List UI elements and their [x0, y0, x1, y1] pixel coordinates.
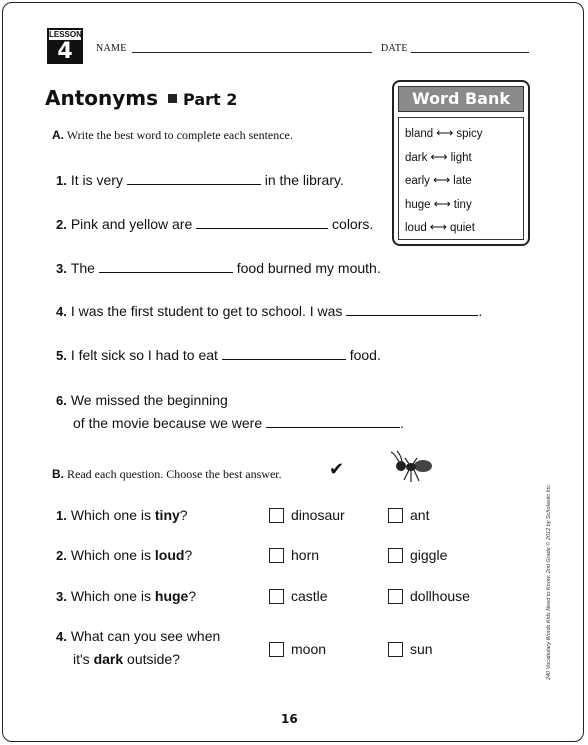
checkbox[interactable] [269, 642, 284, 657]
name-label: NAME [96, 43, 127, 54]
checkbox[interactable] [388, 642, 403, 657]
double-arrow-icon: ⟷ [436, 126, 454, 140]
answer-blank[interactable] [196, 217, 328, 229]
section-a-instruction [52, 128, 293, 143]
word-right: quiet [449, 222, 475, 235]
question-number: 1. [56, 508, 67, 523]
word-pair [405, 169, 517, 193]
title-part: Part 2 [183, 90, 238, 109]
copyright-credit: 240 Vocabulary Words Kids Need to Know: 2nd Grade © 2012 by Scholastic Inc. [546, 483, 552, 680]
question-text: it's [73, 651, 94, 667]
date-label: DATE [381, 43, 408, 54]
question-text: of the movie because we were [73, 415, 263, 431]
word-right: late [453, 175, 472, 188]
question-text: We missed the beginning [70, 392, 228, 408]
section-b-text: Read each question. Choose the best answer. [67, 467, 282, 481]
question-b2 [56, 547, 192, 563]
checkbox[interactable] [388, 548, 403, 563]
word-bank-list [398, 117, 524, 240]
option-b1-a[interactable] [269, 507, 345, 523]
option-b2-b[interactable] [388, 547, 447, 563]
question-text-end: ? [188, 588, 197, 604]
answer-blank[interactable] [127, 173, 261, 185]
checkbox[interactable] [269, 548, 284, 563]
question-b4-line2 [73, 651, 180, 667]
question-text-end: colors. [332, 216, 374, 232]
ant-icon [387, 450, 435, 486]
word-left: dark [405, 151, 428, 164]
checkbox[interactable] [388, 589, 403, 604]
checkbox[interactable] [269, 508, 284, 523]
question-text-end: food burned my mouth. [236, 260, 381, 276]
page-title [45, 86, 237, 110]
option-b1-b[interactable] [388, 507, 429, 523]
option-label: castle [291, 588, 328, 604]
question-text-end: ? [184, 547, 193, 563]
option-label: moon [291, 641, 327, 657]
question-a1 [56, 172, 344, 188]
option-b3-b[interactable] [388, 588, 470, 604]
option-b4-a[interactable] [269, 641, 326, 657]
question-b4 [56, 628, 220, 644]
checkbox[interactable] [269, 589, 284, 604]
square-bullet-icon [168, 94, 177, 103]
lesson-number: 4 [57, 39, 73, 64]
word-right: tiny [453, 198, 472, 211]
word-left: early [405, 175, 430, 188]
option-label: dollhouse [410, 588, 470, 604]
option-label: dinosaur [291, 507, 345, 523]
name-field[interactable] [132, 52, 372, 53]
question-number: 4. [56, 304, 67, 319]
lesson-badge [47, 28, 83, 64]
answer-blank[interactable] [266, 416, 400, 428]
question-a6-line2 [73, 415, 404, 431]
section-b-instruction [52, 467, 282, 482]
question-text-end: . [478, 303, 483, 319]
question-number: 3. [56, 589, 67, 604]
section-a-text: Write the best word to complete each sentence. [66, 128, 293, 142]
question-b1 [56, 507, 188, 523]
question-text: I felt sick so I had to eat [70, 347, 218, 363]
word-pair [405, 122, 517, 146]
question-a5 [56, 347, 381, 363]
section-b-letter: B. [52, 467, 64, 481]
option-b4-b[interactable] [388, 641, 433, 657]
question-keyword: huge [154, 588, 189, 604]
option-b2-a[interactable] [269, 547, 319, 563]
date-field[interactable] [411, 52, 529, 53]
word-left: loud [405, 222, 427, 235]
question-number: 5. [56, 348, 67, 363]
option-label: giggle [410, 547, 448, 563]
question-a6 [56, 392, 228, 408]
word-left: huge [405, 198, 431, 211]
checkmark-icon: ✔ [329, 459, 345, 479]
word-bank-title: Word Bank [398, 86, 524, 112]
question-text: I was the first student to get to school. I was [70, 303, 343, 319]
question-a4 [56, 303, 482, 319]
double-arrow-icon: ⟷ [432, 173, 451, 188]
question-keyword: tiny [154, 507, 180, 523]
option-label: sun [410, 641, 433, 657]
question-number: 6. [56, 393, 67, 408]
lesson-label: LESSON [49, 30, 82, 39]
page-number: 16 [281, 712, 298, 726]
question-text: Which one is [70, 547, 155, 563]
answer-blank[interactable] [346, 304, 478, 316]
question-number: 2. [56, 217, 67, 232]
word-pair [405, 193, 517, 217]
word-pair [405, 216, 517, 240]
option-label: ant [410, 507, 430, 523]
double-arrow-icon: ⟷ [430, 149, 448, 164]
word-right: spicy [456, 128, 483, 140]
question-text-end: . [400, 415, 404, 431]
question-text: Which one is [70, 507, 155, 523]
double-arrow-icon: ⟷ [429, 220, 447, 235]
question-text-end: outside? [123, 651, 180, 667]
question-text-end: in the library. [264, 172, 344, 188]
question-text: Which one is [70, 588, 155, 604]
question-text-end: ? [179, 507, 188, 523]
option-label: horn [291, 547, 320, 563]
question-number: 3. [56, 261, 67, 276]
title-main: Antonyms [45, 86, 159, 110]
question-text-end: food. [349, 347, 381, 363]
answer-blank[interactable] [222, 348, 346, 360]
question-text: What can you see when [70, 628, 221, 644]
question-a2 [56, 216, 373, 232]
option-b3-a[interactable] [269, 588, 328, 604]
question-a3 [56, 260, 381, 276]
question-text: Pink and yellow are [70, 216, 193, 232]
word-bank [392, 80, 530, 246]
answer-blank[interactable] [99, 261, 233, 273]
question-number: 1. [56, 173, 67, 188]
word-pair [405, 146, 517, 170]
section-a-letter: A. [52, 128, 64, 142]
question-text: The [70, 260, 95, 276]
double-arrow-icon: ⟷ [433, 196, 451, 211]
word-left: bland [405, 128, 434, 140]
question-number: 4. [56, 629, 67, 644]
question-keyword: loud [154, 547, 185, 563]
word-right: light [450, 151, 472, 164]
question-text: It is very [70, 172, 123, 188]
question-b3 [56, 588, 196, 604]
question-number: 2. [56, 548, 67, 563]
question-keyword: dark [93, 651, 124, 667]
checkbox[interactable] [388, 508, 403, 523]
